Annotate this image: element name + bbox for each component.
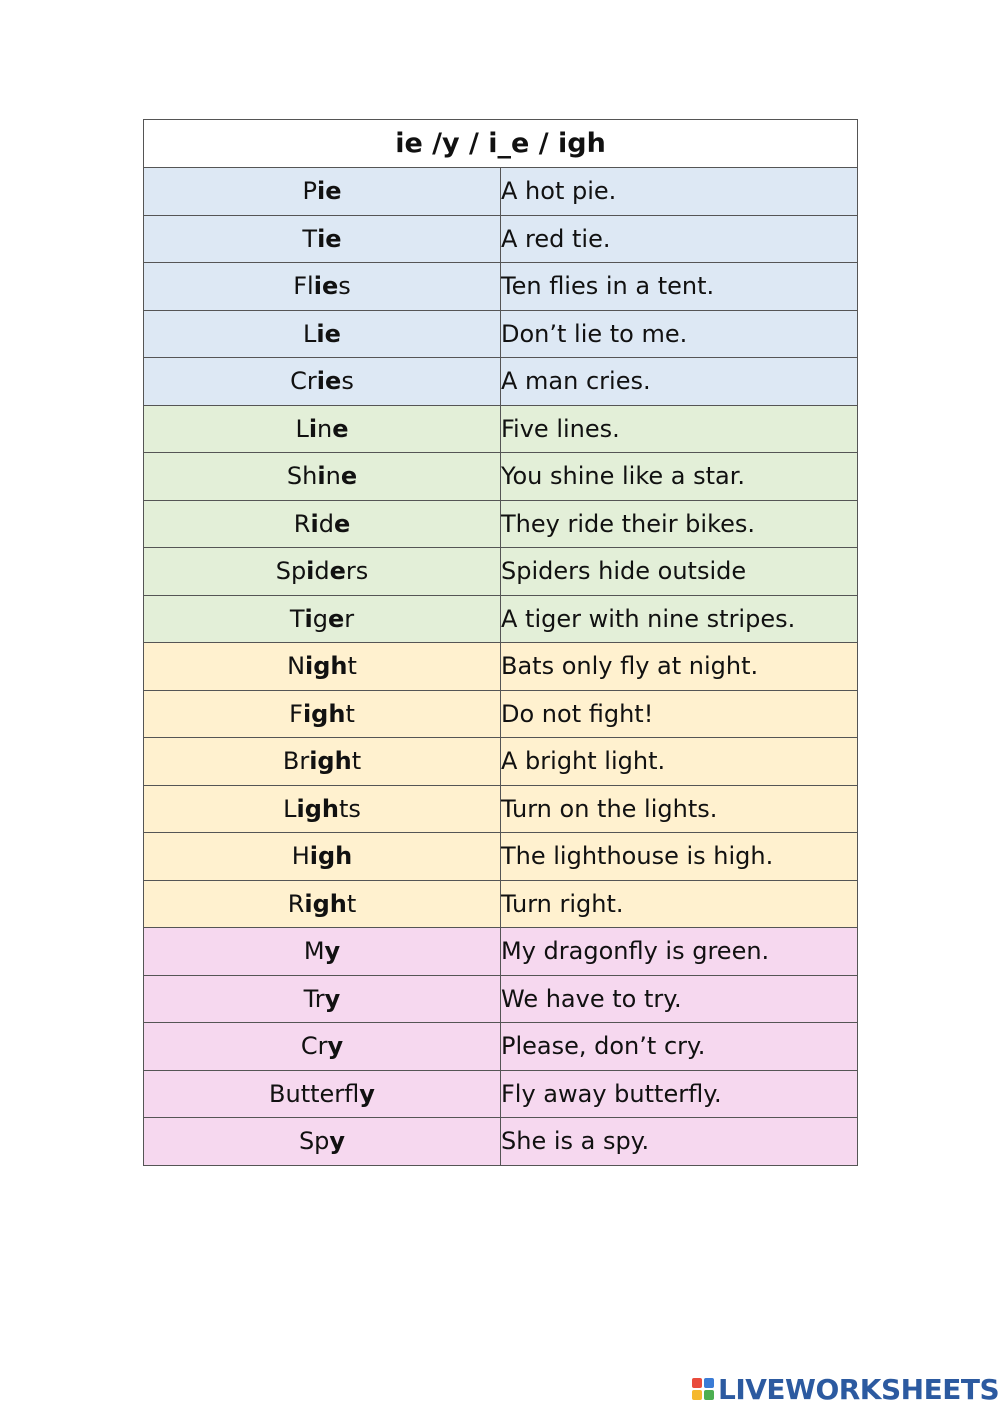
word-letters: M — [303, 937, 325, 966]
highlighted-letters: ie — [317, 224, 342, 253]
sentence-cell: A man cries. — [501, 358, 858, 406]
word-letters: L — [303, 319, 317, 348]
highlighted-letters: i — [306, 557, 315, 586]
word-cell — [144, 785, 501, 833]
word-letters: t — [347, 652, 357, 681]
table-row — [144, 500, 858, 548]
sentence-cell: Please, don’t cry. — [501, 1023, 858, 1071]
table-row — [144, 1023, 858, 1071]
word-letters: rs — [345, 557, 369, 586]
highlighted-letters: y — [327, 1032, 344, 1061]
word-cell — [144, 690, 501, 738]
word-cell — [144, 215, 501, 263]
word-letters: n — [325, 462, 341, 491]
word-letters: s — [338, 272, 351, 301]
logo-square — [704, 1378, 714, 1388]
liveworksheets-logo — [692, 1371, 999, 1407]
word-letters: T — [302, 224, 318, 253]
logo-text: LIVEWORKSHEETS — [718, 1372, 1000, 1406]
word-cell — [144, 833, 501, 881]
word-cell — [144, 880, 501, 928]
sentence-cell: My dragonfly is green. — [501, 928, 858, 976]
table-row — [144, 310, 858, 358]
sentence-cell: Fly away butterfly. — [501, 1070, 858, 1118]
word-letters: Fl — [293, 272, 314, 301]
word-letters: t — [345, 699, 355, 728]
word-cell — [144, 595, 501, 643]
word-cell — [144, 168, 501, 216]
highlighted-letters: e — [329, 557, 346, 586]
table-row — [144, 595, 858, 643]
word-cell — [144, 453, 501, 501]
highlighted-letters: igh — [296, 794, 339, 823]
highlighted-letters: ie — [313, 272, 339, 301]
sentence-cell: You shine like a star. — [501, 453, 858, 501]
word-letters: r — [344, 604, 355, 633]
word-cell — [144, 975, 501, 1023]
word-letters: s — [341, 367, 354, 396]
highlighted-letters: igh — [305, 652, 348, 681]
word-letters: t — [351, 747, 362, 776]
sentence-cell: Do not fight! — [501, 690, 858, 738]
highlighted-letters: i — [304, 604, 313, 633]
word-cell — [144, 358, 501, 406]
sentence-cell: Don’t lie to me. — [501, 310, 858, 358]
table-row — [144, 785, 858, 833]
sentence-cell: A bright light. — [501, 738, 858, 786]
highlighted-letters: igh — [302, 699, 346, 728]
highlighted-letters: e — [327, 604, 345, 633]
highlighted-letters: igh — [309, 747, 352, 776]
word-letters: L — [295, 414, 309, 443]
word-letters: Sh — [286, 462, 318, 491]
sentence-cell: Bats only fly at night. — [501, 643, 858, 691]
word-cell — [144, 263, 501, 311]
highlighted-letters: y — [329, 1127, 346, 1156]
sentence-cell: They ride their bikes. — [501, 500, 858, 548]
word-letters: t — [346, 889, 357, 918]
word-cell — [144, 548, 501, 596]
table-row — [144, 738, 858, 786]
liveworksheets-logo-icon — [692, 1378, 714, 1400]
sentence-cell: A hot pie. — [501, 168, 858, 216]
logo-square — [704, 1390, 714, 1400]
sentence-cell: Turn on the lights. — [501, 785, 858, 833]
table-row — [144, 548, 858, 596]
word-cell — [144, 928, 501, 976]
word-letters: Sp — [275, 557, 307, 586]
word-letters: Tr — [303, 984, 325, 1013]
table-row — [144, 1118, 858, 1166]
word-cell — [144, 405, 501, 453]
word-cell — [144, 500, 501, 548]
sentence-cell: She is a spy. — [501, 1118, 858, 1166]
table-row — [144, 215, 858, 263]
table-row — [144, 880, 858, 928]
word-letters: H — [291, 842, 310, 871]
highlighted-letters: ie — [316, 177, 342, 206]
table-row — [144, 168, 858, 216]
highlighted-letters: ie — [316, 319, 341, 348]
table-title: ie /y / i_e / igh — [144, 120, 858, 168]
word-cell — [144, 1023, 501, 1071]
table-body — [144, 168, 858, 1166]
word-cell — [144, 310, 501, 358]
highlighted-letters: igh — [304, 889, 347, 918]
sentence-cell: Spiders hide outside — [501, 548, 858, 596]
word-letters: Cr — [290, 367, 317, 396]
table-row — [144, 358, 858, 406]
word-letters: ts — [338, 794, 361, 823]
highlighted-letters: y — [359, 1079, 375, 1108]
word-letters: d — [314, 557, 330, 586]
highlighted-letters: e — [340, 462, 358, 491]
highlighted-letters: ie — [316, 367, 342, 396]
sentence-cell: A red tie. — [501, 215, 858, 263]
word-cell — [144, 738, 501, 786]
sentence-cell: The lighthouse is high. — [501, 833, 858, 881]
table-row — [144, 833, 858, 881]
word-cell — [144, 1118, 501, 1166]
table-row — [144, 405, 858, 453]
sentence-cell: We have to try. — [501, 975, 858, 1023]
table-row — [144, 975, 858, 1023]
word-letters: N — [287, 652, 306, 681]
phonics-table — [143, 119, 858, 1166]
highlighted-letters: igh — [309, 842, 353, 871]
word-letters: T — [289, 604, 305, 633]
highlighted-letters: y — [324, 984, 341, 1013]
table-row — [144, 453, 858, 501]
word-cell — [144, 643, 501, 691]
logo-square — [692, 1378, 702, 1388]
word-letters: Br — [282, 747, 310, 776]
table-row — [144, 928, 858, 976]
table-row — [144, 1070, 858, 1118]
sentence-cell: Five lines. — [501, 405, 858, 453]
word-letters: F — [289, 699, 303, 728]
word-letters: d — [318, 509, 334, 538]
word-letters: R — [287, 889, 305, 918]
sentence-cell: A tiger with nine stripes. — [501, 595, 858, 643]
word-letters: Butterfl — [269, 1079, 360, 1108]
word-letters: Sp — [298, 1127, 330, 1156]
sentence-cell: Turn right. — [501, 880, 858, 928]
table-row — [144, 263, 858, 311]
highlighted-letters: e — [333, 509, 351, 538]
highlighted-letters: i — [308, 414, 318, 443]
highlighted-letters: i — [317, 462, 326, 491]
word-letters: Cr — [300, 1032, 328, 1061]
word-letters: P — [302, 177, 317, 206]
highlighted-letters: e — [332, 414, 349, 443]
word-letters: R — [293, 509, 311, 538]
sentence-cell: Ten flies in a tent. — [501, 263, 858, 311]
table-row — [144, 690, 858, 738]
word-letters: L — [283, 794, 297, 823]
highlighted-letters: i — [310, 509, 319, 538]
logo-square — [692, 1390, 702, 1400]
word-letters: n — [317, 414, 333, 443]
highlighted-letters: y — [324, 937, 341, 966]
word-cell — [144, 1070, 501, 1118]
table-row — [144, 643, 858, 691]
word-letters: g — [312, 604, 328, 633]
